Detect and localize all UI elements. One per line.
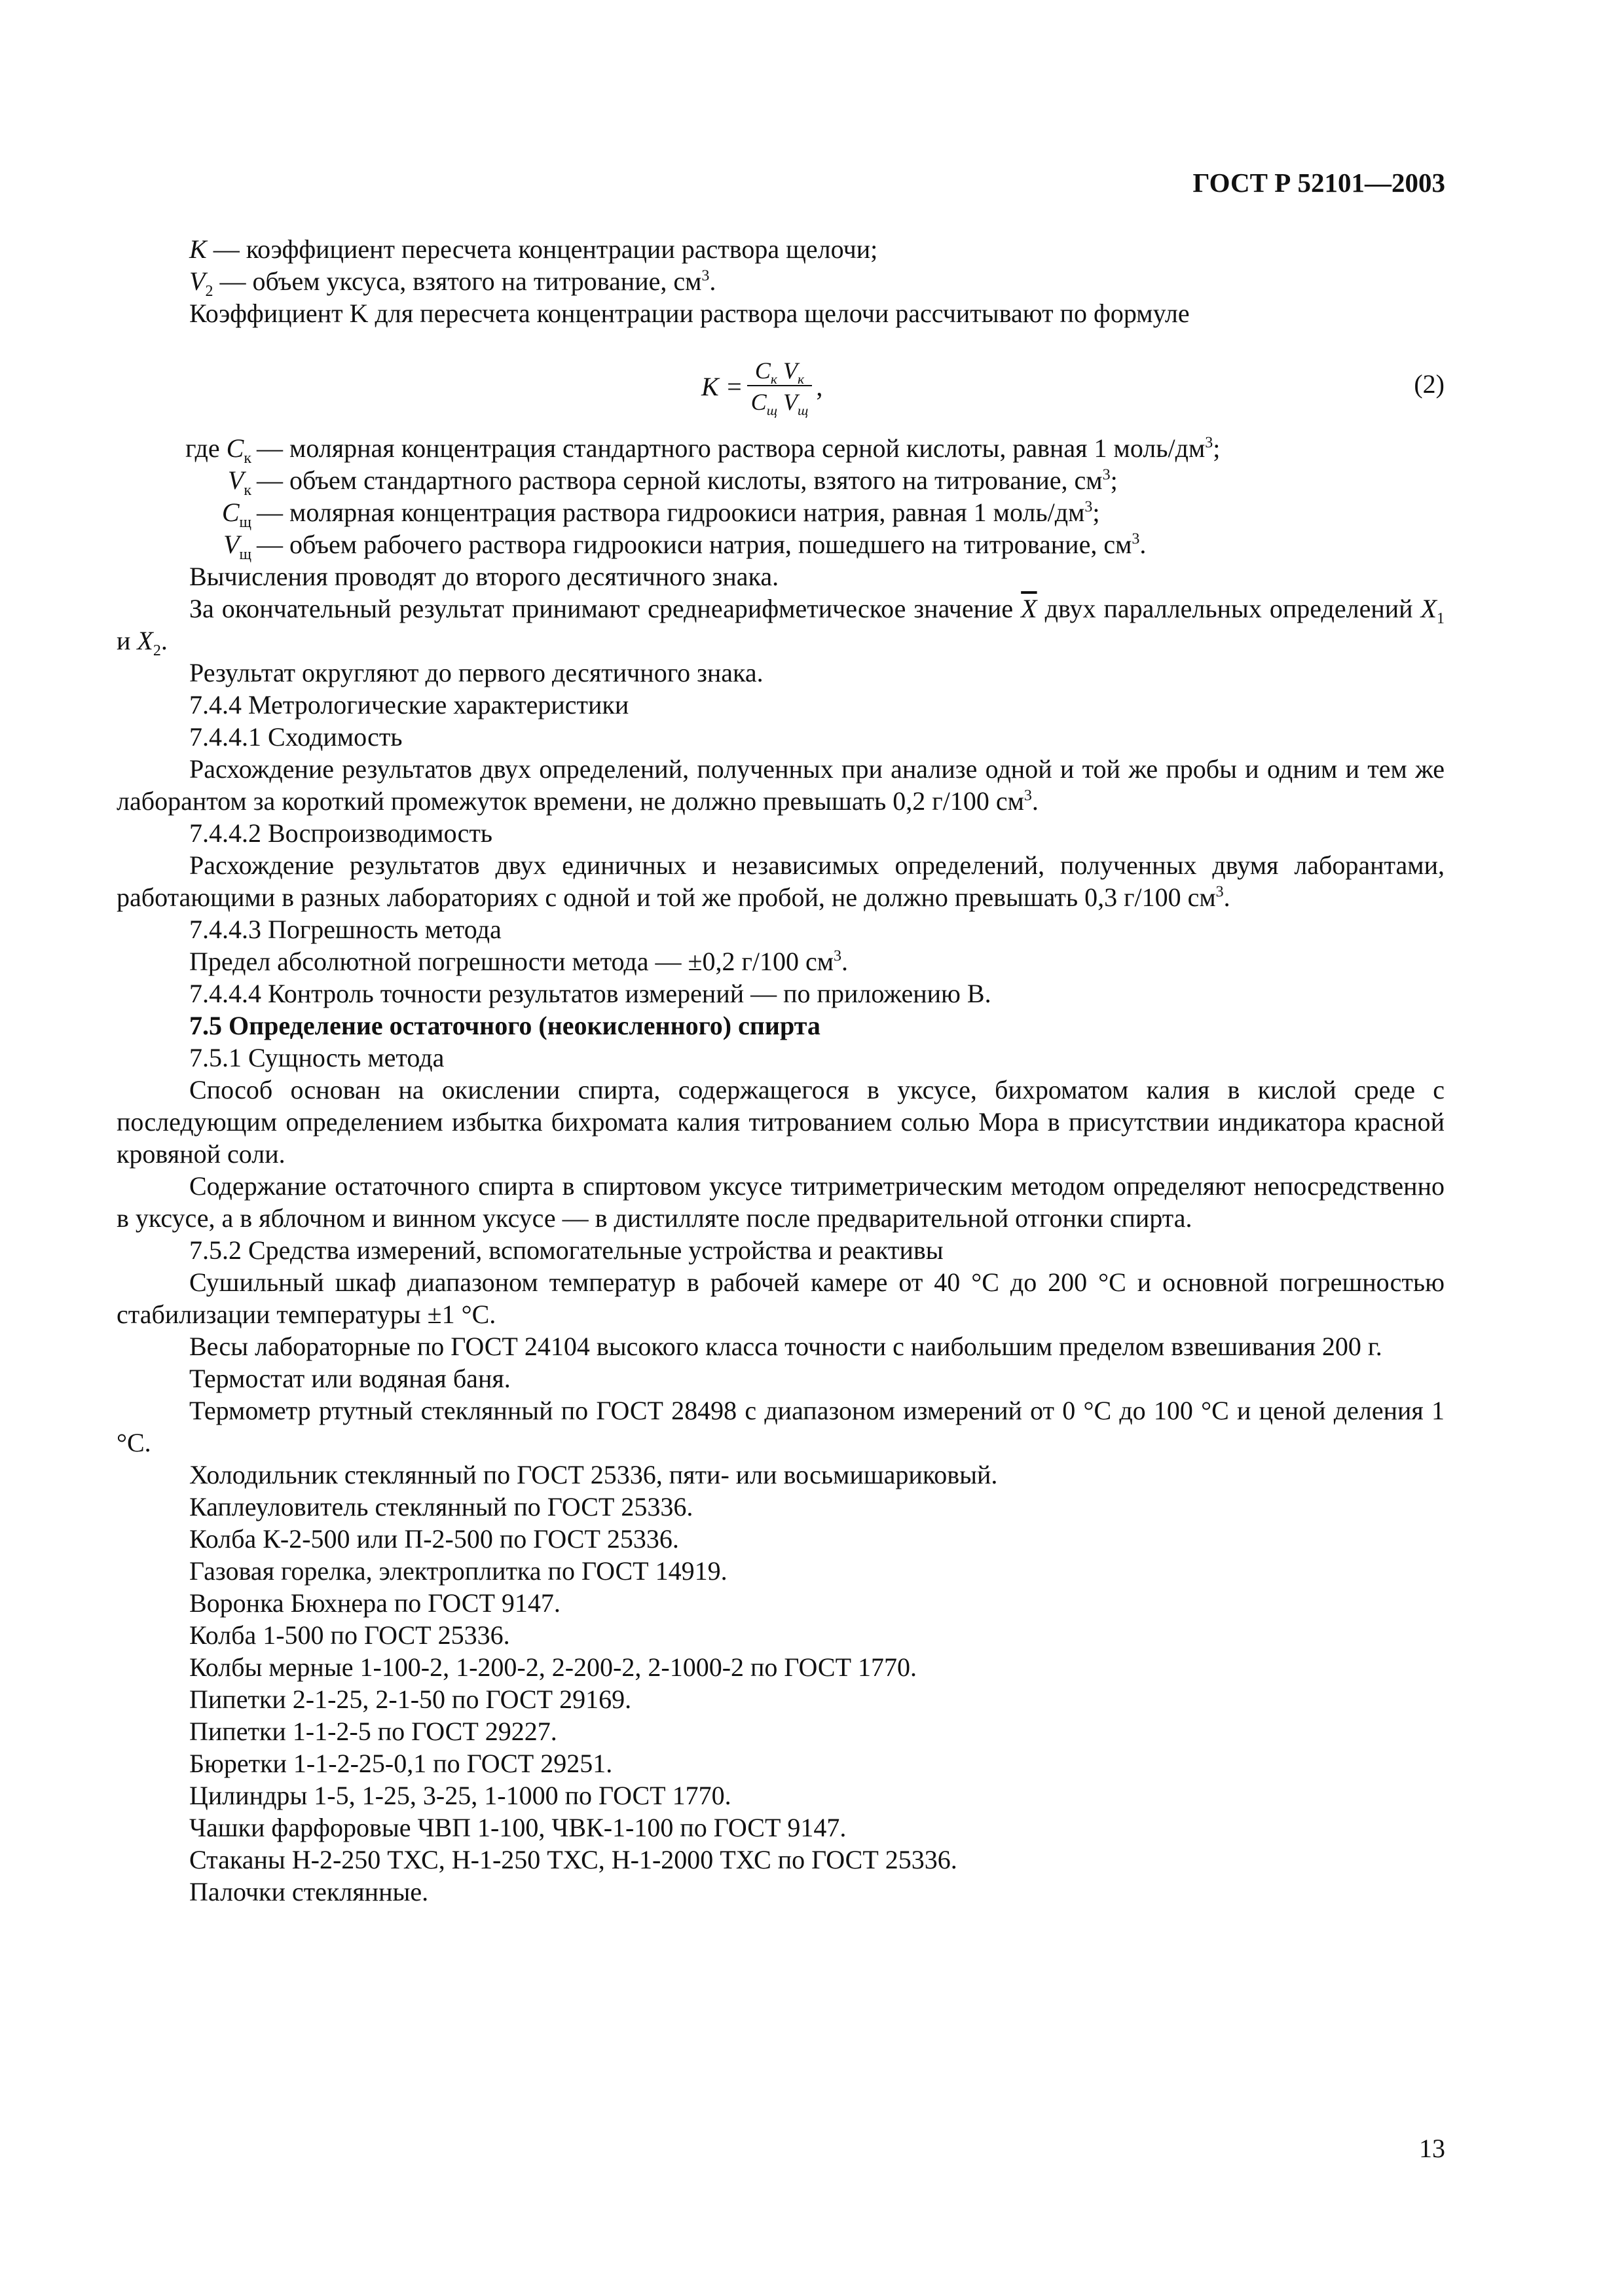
list-item: Каплеуловитель стеклянный по ГОСТ 25336. <box>189 1492 693 1522</box>
document-header: ГОСТ Р 52101—2003 <box>1192 168 1445 198</box>
list-item: Колба К-2-500 или П-2-500 по ГОСТ 25336. <box>189 1524 679 1554</box>
list-item: Колба 1-500 по ГОСТ 25336. <box>189 1620 510 1650</box>
paragraph: Вычисления проводят до второго десятичного знака. <box>189 562 779 591</box>
list-item: Газовая горелка, электроплитка по ГОСТ 14919. <box>189 1556 728 1586</box>
list-item: Пипетки 2-1-25, 2-1-50 по ГОСТ 29169. <box>189 1685 632 1714</box>
list-item: Бюретки 1-1-2-25-0,1 по ГОСТ 29251. <box>189 1749 613 1778</box>
list-item: Чашки фарфоровые ЧВП 1-100, ЧВК-1-100 по ГОСТ 9147. <box>189 1813 847 1842</box>
page-number: 13 <box>1419 2134 1445 2163</box>
paragraph: Способ основан на окислении спирта, содержащегося в уксусе, бихроматом калия в кислой среде с последующим определением избытка бихромата калия титрованием солью Мора в присутствии индикатора красной кровяной соли. <box>117 1075 1445 1169</box>
section-heading: 7.4.4.1 Сходимость <box>189 722 403 752</box>
paragraph-final-result: За окончательный результат принимают среднеарифметическое значение $\overline{X}$ двух параллельных определений $X_1$ и $X_2$. <box>117 594 1445 659</box>
section-heading: 7.4.4.3 Погрешность метода <box>189 915 502 944</box>
paragraph: Сушильный шкаф диапазоном температур в рабочей камере от 40 °С до 200 °С и основной погрешностью стабилизации температуры ±1 °С. <box>117 1267 1445 1329</box>
list-item: Воронка Бюхнера по ГОСТ 9147. <box>189 1588 561 1618</box>
where-item: $V_к$ — объем стандартного раствора серной кислоты, взятого на титрование, $см^3$; <box>227 465 1118 499</box>
paragraph: 7.4.4.4 Контроль точности результатов измерений — по приложению В. <box>189 979 991 1008</box>
paragraph: Термометр ртутный стеклянный по ГОСТ 28498 с диапазоном измерений от 0 °С до 100 °С и ценой деления 1 °С. <box>117 1396 1445 1457</box>
formula-2 <box>117 350 1445 426</box>
definition-v2: $V_2$ — объем уксуса, взятого на титрование, $см^3$. <box>189 266 716 300</box>
formula-numerator: $C_к$ $V_к$ <box>754 357 805 388</box>
section-heading: 7.4.4 Метрологические характеристики <box>189 690 629 720</box>
where-list <box>117 432 1445 563</box>
formula-comma: , <box>816 371 823 401</box>
paragraph: Предел абсолютной погрешности метода — ±0,2 г/100 $см^3$. <box>189 947 849 976</box>
formula-intro: Коэффициент K для пересчета концентрации раствора щелочи рассчитывают по формуле <box>189 299 1190 328</box>
paragraph: Расхождение результатов двух единичных и независимых определений, полученных двумя лаборантами, работающими в разных лабораториях с одной и той же пробой, не должно превышать 0,3 г/100 $см^3$. <box>117 850 1445 912</box>
definition-k: K — коэффициент пересчета концентрации раствора щелочи; <box>189 234 878 264</box>
list-item: Цилиндры 1-5, 1-25, 3-25, 1-1000 по ГОСТ 1770. <box>189 1781 731 1810</box>
list-item: Палочки стеклянные. <box>189 1877 429 1906</box>
page-body <box>117 233 1445 1908</box>
section-heading: 7.5.1 Сущность метода <box>189 1043 445 1072</box>
where-item: где $C_к$ — молярная концентрация стандартного раствора серной кислоты, равная 1 моль/$дм^3$; <box>185 433 1221 467</box>
formula-denominator: $C_щ$ $V_щ$ <box>747 385 813 416</box>
formula-number: (2) <box>1414 369 1445 399</box>
equipment-list <box>117 1459 1445 1908</box>
section-heading: 7.4.4.2 Воспроизводимость <box>189 818 493 848</box>
formula-expression <box>701 357 823 419</box>
where-item: $C_щ$ — молярная концентрация раствора гидроокиси натрия, равная 1 моль/$дм^3$; <box>221 498 1100 531</box>
list-item: Колбы мерные 1-100-2, 1-200-2, 2-200-2, 2-1000-2 по ГОСТ 1770. <box>189 1652 917 1682</box>
section-heading-bold: 7.5 Определение остаточного (неокисленного) спирта <box>189 1011 820 1040</box>
formula-fraction <box>747 357 813 419</box>
list-item: Пипетки 1-1-2-5 по ГОСТ 29227. <box>189 1717 557 1746</box>
paragraph: Весы лабораторные по ГОСТ 24104 высокого класса точности с наибольшим пределом взвешивания 200 г. <box>189 1332 1382 1361</box>
paragraph: Термостат или водяная баня. <box>189 1364 511 1393</box>
paragraph: Расхождение результатов двух определений, полученных при анализе одной и той же пробы и одним и тем же лаборантом за короткий промежуток времени, не должно превышать 0,2 г/100 $см^3$. <box>117 754 1445 816</box>
list-item: Стаканы Н-2-250 ТХС, Н-1-250 ТХС, Н-1-2000 ТХС по ГОСТ 25336. <box>189 1845 957 1874</box>
list-item: Холодильник стеклянный по ГОСТ 25336, пяти- или восьмишариковый. <box>189 1460 998 1489</box>
formula-lhs: K = <box>701 371 743 401</box>
paragraph: Результат округляют до первого десятичного знака. <box>189 658 764 687</box>
where-item: $V_щ$ — объем рабочего раствора гидроокиси натрия, пошедшего на титрование, $см^3$. <box>223 530 1147 563</box>
section-heading: 7.5.2 Средства измерений, вспомогательные устройства и реактивы <box>189 1235 944 1265</box>
paragraph: Содержание остаточного спирта в спиртовом уксусе титриметрическим методом определяют непосредственно в уксусе, а в яблочном и винном уксусе — в дистилляте после предварительной отгонки спирта. <box>117 1171 1445 1233</box>
